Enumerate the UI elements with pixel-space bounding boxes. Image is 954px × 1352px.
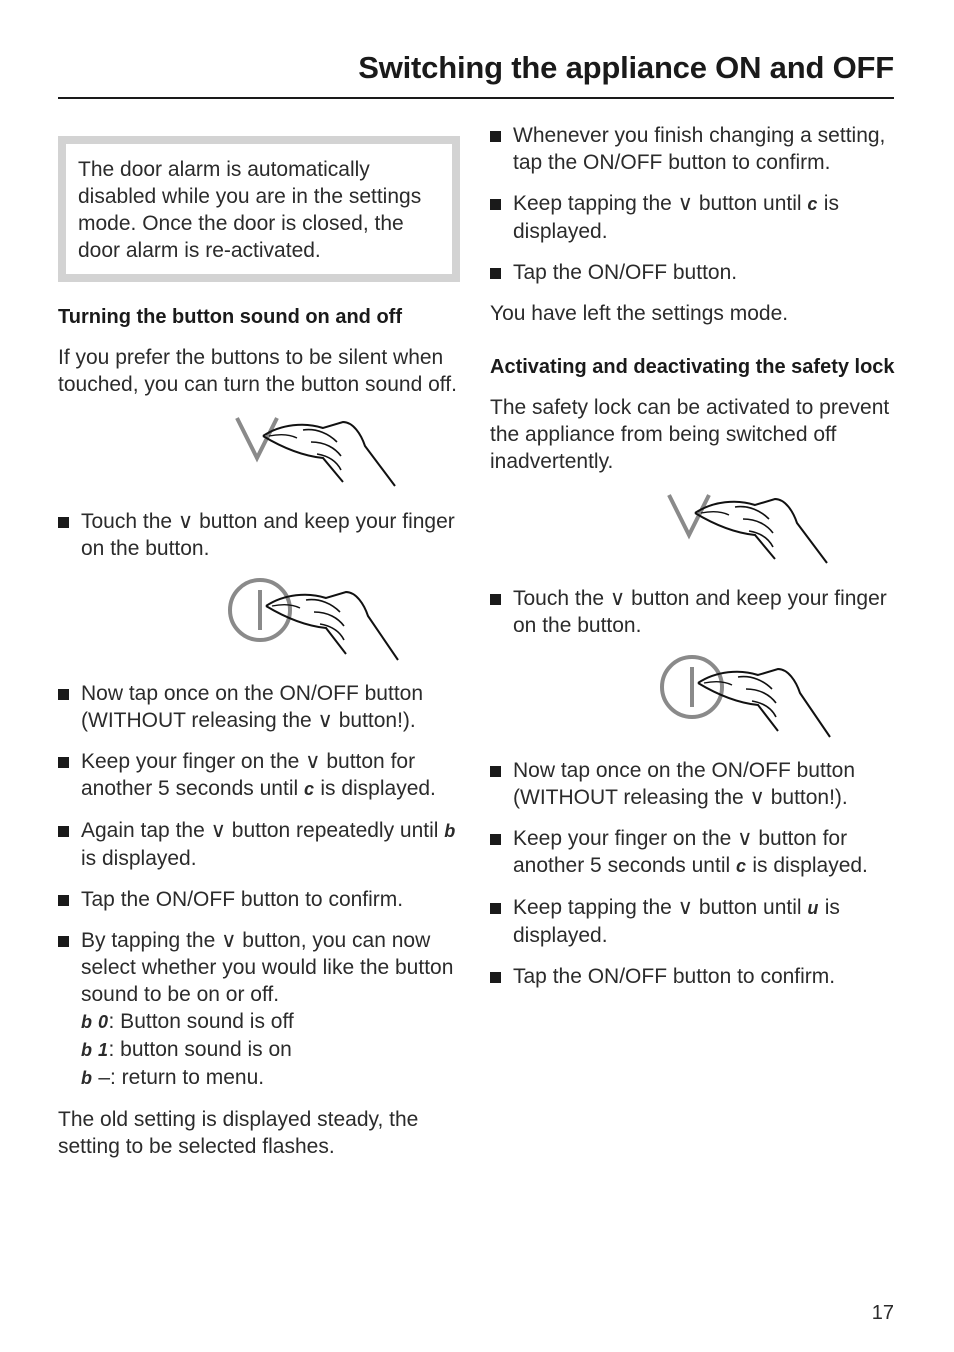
down-arrow-finger-icon [665,489,835,569]
list-item: By tapping the ∨ button, you can now select whether you would like the button sound to be on or off. b 0: Button sound is off b 1: button sound is on b –: return to menu. [58,927,460,1092]
left-column [58,122,460,1160]
display-code: b 1 [81,1040,109,1060]
outro-paragraph: The old setting is displayed steady, the setting to be selected flashes. [58,1108,419,1158]
list-item: Again tap the ∨ button repeatedly until b is displayed. [58,817,460,872]
list-item: Whenever you finish changing a setting, tap the ON/OFF button to confirm. [490,122,900,176]
display-code: c [303,779,315,799]
right-column [490,122,900,1004]
section-heading-safety-lock: Activating and deactivating the safety lock [490,356,895,378]
list-item: Keep your finger on the ∨ button for another 5 seconds until c is displayed. [490,825,900,880]
down-arrow-finger-icon [233,412,403,492]
on-off-finger-icon [226,576,401,666]
intro-paragraph: If you prefer the buttons to be silent when touched, you can turn the button sound off. [58,346,457,396]
list-item: Tap the ON/OFF button. [490,259,900,286]
button-sound-steps [58,508,460,562]
on-off-finger-icon [658,653,833,743]
note-box [58,136,460,282]
list-item: Now tap once on the ON/OFF button (WITHOUT releasing the ∨ button!). [490,757,900,811]
section-heading-button-sound: Turning the button sound on and off [58,306,402,328]
square-bullet-icon [490,834,501,845]
button-sound-steps-continued [58,680,460,1092]
list-item: Touch the ∨ button and keep your finger on the button. [490,585,900,639]
option-on-text: : button sound is on [108,1038,292,1061]
square-bullet-icon [58,689,69,700]
square-bullet-icon [58,936,69,947]
onoff-touch-illustration [226,576,460,666]
square-bullet-icon [58,757,69,768]
safety-lock-steps [490,585,900,639]
v-touch-illustration [665,489,900,569]
title-divider [58,97,894,99]
settings-left-text: You have left the settings mode. [490,302,789,325]
display-code: b [444,821,456,841]
square-bullet-icon [58,895,69,906]
list-item: Tap the ON/OFF button to confirm. [58,886,460,913]
v-touch-illustration [233,412,460,492]
square-bullet-icon [490,268,501,279]
exit-settings-steps [490,122,900,286]
list-item: Touch the ∨ button and keep your finger on the button. [58,508,460,562]
list-item: Tap the ON/OFF button to confirm. [490,963,900,990]
safety-lock-intro: The safety lock can be activated to prevent the appliance from being switched off inadvertently. [490,396,890,473]
note-text: The door alarm is automatically disabled while you are in the settings mode. Once the door is closed, the door alarm is re-activated. [78,158,422,262]
square-bullet-icon [58,826,69,837]
list-item: Keep tapping the ∨ button until u is displayed. [490,894,900,949]
square-bullet-icon [58,517,69,528]
page-title: Switching the appliance ON and OFF [358,50,894,85]
display-code: c [807,194,818,214]
list-item: Keep your finger on the ∨ button for another 5 seconds until c is displayed. [58,748,460,803]
option-off-text: : Button sound is off [108,1010,294,1033]
square-bullet-icon [490,131,501,142]
list-item: Now tap once on the ON/OFF button (WITHOUT releasing the ∨ button!). [58,680,460,734]
display-code: b [81,1068,93,1088]
square-bullet-icon [490,594,501,605]
square-bullet-icon [490,972,501,983]
square-bullet-icon [490,766,501,777]
list-item: Keep tapping the ∨ button until c is displayed. [490,190,900,245]
square-bullet-icon [490,903,501,914]
page-number: 17 [871,1302,894,1324]
display-code: b 0 [81,1012,109,1032]
display-code: u [807,898,819,918]
onoff-touch-illustration [658,653,900,743]
option-menu-text: –: return to menu. [92,1066,265,1089]
safety-lock-steps-continued [490,757,900,990]
display-code: c [735,856,747,876]
square-bullet-icon [490,199,501,210]
